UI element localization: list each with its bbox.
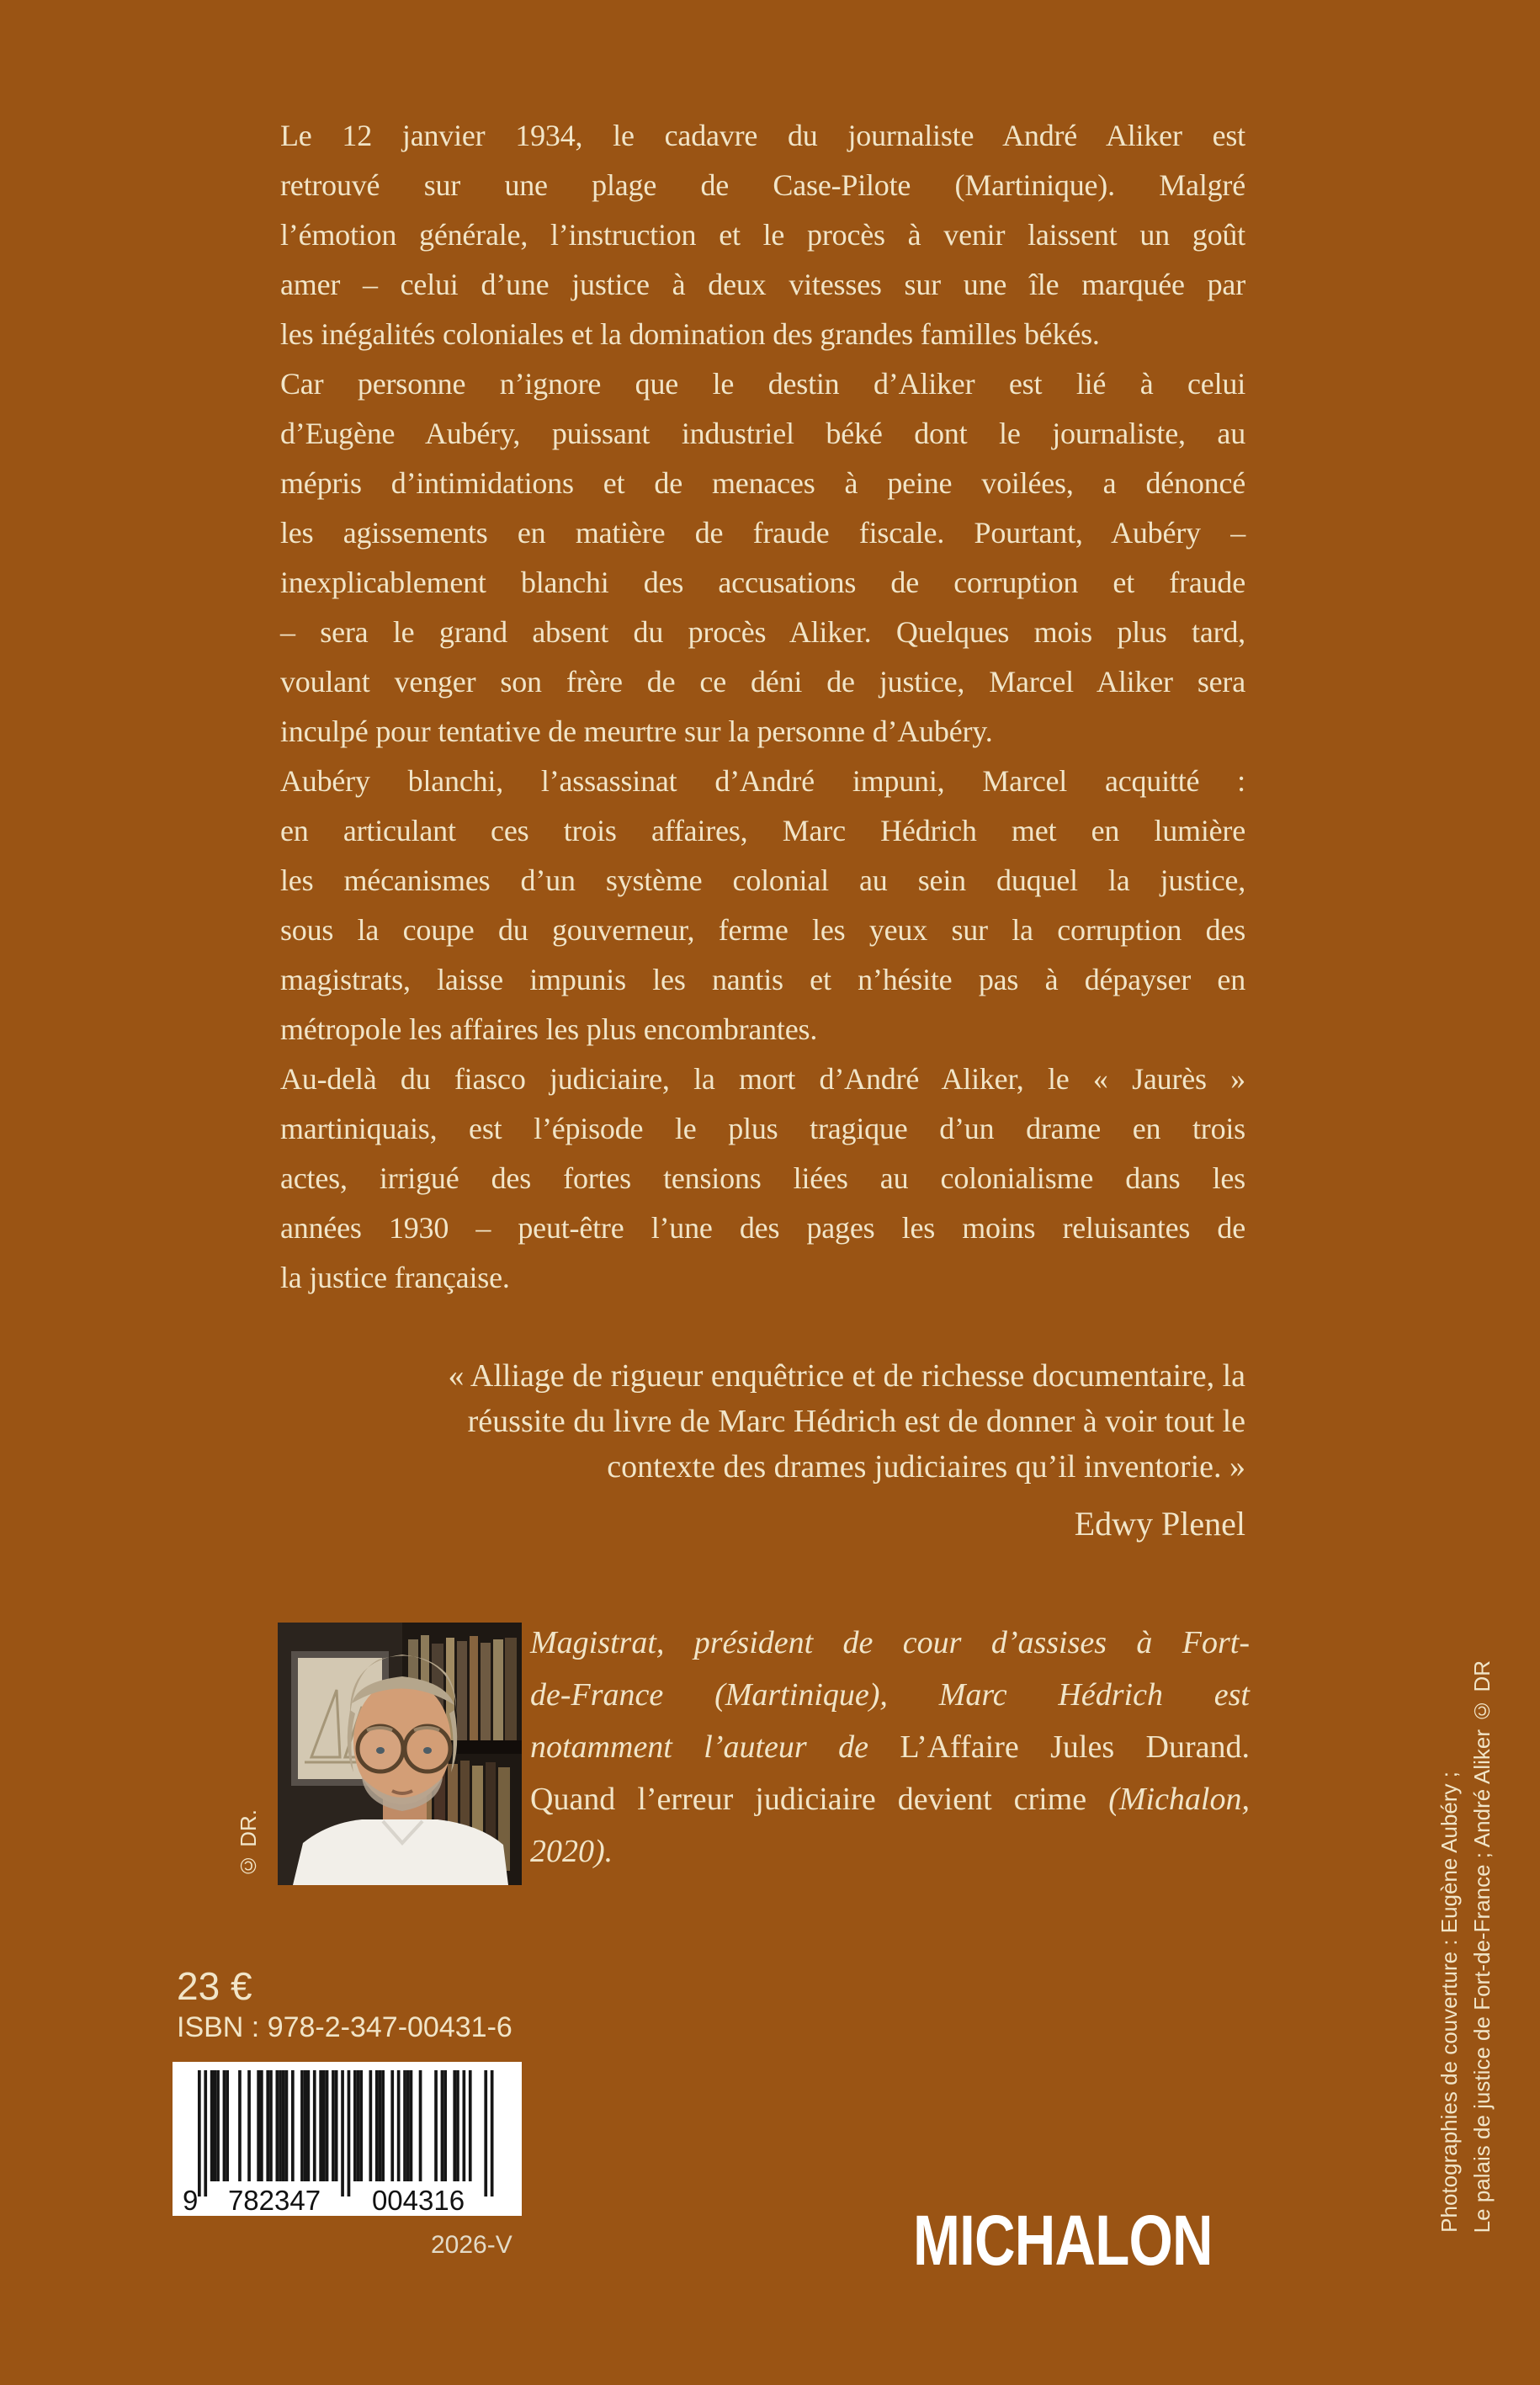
text-line: métropole les affaires les plus encombrantes. [280,1012,818,1046]
synopsis-text [280,111,1245,1303]
publisher-logo: MICHALON [913,2201,1213,2280]
cover-photo-credits [1431,1589,1501,2233]
text-line: contexte des drames judiciaires qu’il inventorie. » [607,1449,1245,1485]
bio-text-segment: Magistrat, président de cour d’assises à Fort- [530,1625,1250,1660]
text-line: inculpé pour tentative de meurtre sur la personne d’Aubéry. [280,714,993,748]
text-line: Le 12 janvier 1934, le cadavre du journaliste André Aliker est [280,119,1245,152]
price-label: 23 € [177,1964,252,2008]
isbn-label: ISBN : 978-2-347-00431-6 [177,2011,512,2043]
barcode [173,2062,522,2216]
text-line: – sera le grand absent du procès Aliker. Quelques mois plus tard, [280,615,1245,649]
text-line [530,1773,1250,1825]
bio-text-segment: de-France (Martinique), Marc Hédrich est [530,1677,1250,1713]
text-line: Au-delà du fiasco judiciaire, la mort d’André Aliker, le « Jaurès » [280,1062,1245,1096]
text-line: les inégalités coloniales et la domination des grandes familles békés. [280,317,1100,351]
text-line: « Alliage de rigueur enquêtrice et de richesse documentaire, la [448,1358,1245,1394]
text-line: retrouvé sur une plage de Case-Pilote (Martinique). Malgré [280,168,1245,202]
text-line: en articulant ces trois affaires, Marc Hédrich met en lumière [280,814,1245,847]
bio-text-segment: Quand l’erreur judiciaire devient crime [530,1782,1109,1817]
text-line: mépris d’intimidations et de menaces à peine voilées, a dénoncé [280,466,1245,500]
text-line: Aubéry blanchi, l’assassinat d’André impuni, Marcel acquitté : [280,764,1245,798]
cover-credits-line2: Le palais de justice de Fort-de-France ; André Aliker © DR [1469,1660,1495,2233]
text-line: années 1930 – peut-être l’une des pages les moins reluisantes de [280,1211,1245,1245]
text-line: amer – celui d’une justice à deux vitesses sur une île marquée par [280,268,1245,301]
bio-text-segment: 2020). [530,1834,613,1869]
edition-code: 2026-V [431,2231,512,2259]
text-line: les mécanismes d’un système colonial au sein duquel la justice, [280,863,1245,897]
text-line: sous la coupe du gouverneur, ferme les yeux sur la corruption des [280,913,1245,947]
bio-text-segment: (Michalon, [1108,1782,1250,1817]
text-line: voulant venger son frère de ce déni de justice, Marcel Aliker sera [280,665,1245,699]
text-line [530,1669,1250,1721]
barcode-graphic [173,2062,522,2216]
author-photo-illustration [278,1623,522,1885]
text-line: martiniquais, est l’épisode le plus tragique d’un drame en trois [280,1112,1245,1145]
author-photo-credit [229,1725,268,1878]
press-quote [280,1353,1245,1490]
text-line: magistrats, laisse impunis les nantis et n’hésite pas à dépayser en [280,963,1245,996]
author-bio [530,1617,1250,1878]
text-line: la justice française. [280,1261,510,1294]
text-line: inexplicablement blanchi des accusations de corruption et fraude [280,566,1245,599]
barcode-digits: 9 [183,2185,199,2216]
author-photo [278,1623,522,1885]
text-line [530,1721,1250,1773]
barcode-digits: 782347 [227,2185,321,2216]
text-line: d’Eugène Aubéry, puissant industriel béké dont le journaliste, au [280,417,1245,450]
text-line: réussite du livre de Marc Hédrich est de donner à voir tout le [467,1404,1245,1439]
text-line [530,1825,1250,1878]
bio-text-segment: notamment l’auteur de [530,1729,900,1765]
barcode-digits: 004316 [371,2185,465,2216]
text-line [530,1617,1250,1669]
text-line: l’émotion générale, l’instruction et le procès à venir laissent un goût [280,218,1245,252]
text-line: les agissements en matière de fraude fiscale. Pourtant, Aubéry – [280,516,1245,550]
bio-text-segment: L’Affaire Jules Durand. [900,1729,1251,1765]
text-line: Car personne n’ignore que le destin d’Aliker est lié à celui [280,367,1245,401]
quote-attribution: Edwy Plenel [1074,1505,1245,1543]
photo-credit-label: © DR. [235,1809,261,1878]
cover-credits-line1: Photographies de couverture : Eugène Aubéry ; [1436,1771,1462,2233]
text-line: actes, irrigué des fortes tensions liées au colonialisme dans les [280,1161,1245,1195]
